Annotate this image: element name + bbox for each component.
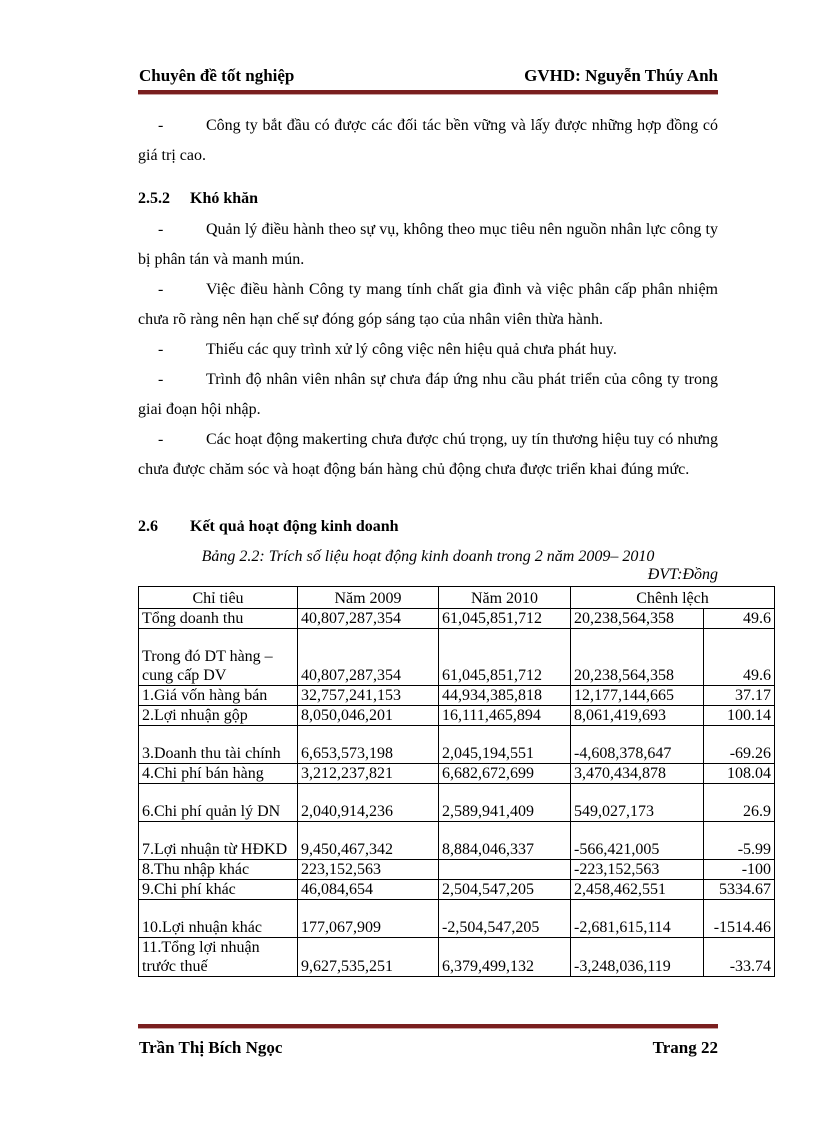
value-difference: -2,681,615,114 <box>571 900 704 938</box>
table-row <box>139 900 775 938</box>
value-2010: 61,045,851,712 <box>439 629 571 686</box>
value-2010: 61,045,851,712 <box>439 609 571 629</box>
section-number: 2.5.2 <box>138 190 170 207</box>
value-percent-change: 37.17 <box>704 686 775 706</box>
value-2010 <box>439 860 571 880</box>
intro-bullet <box>138 111 718 171</box>
value-2009: 3,212,237,821 <box>298 764 439 784</box>
value-difference: 12,177,144,665 <box>571 686 704 706</box>
row-label: 9.Chi phí khác <box>139 880 298 900</box>
table-caption: Bảng 2.2: Trích số liệu hoạt động kinh doanh trong 2 năm 2009– 2010 <box>201 548 655 565</box>
header-title: Chuyên đề tốt nghiệp <box>139 66 295 85</box>
difficulty-item <box>138 335 718 365</box>
footer-author: Trần Thị Bích Ngọc <box>139 1038 283 1057</box>
value-2010: -2,504,547,205 <box>439 900 571 938</box>
value-2009: 2,040,914,236 <box>298 784 439 822</box>
bullet-text: Trình độ nhân viên nhân sự chưa đáp ứng nhu cầu phát triển của công ty trong giai đoạn hội nhập. <box>138 371 718 418</box>
value-2009: 40,807,287,354 <box>298 629 439 686</box>
bullet-dash: - <box>158 341 164 358</box>
table-unit: ĐVT:Đồng <box>647 566 718 583</box>
table-header-row <box>139 587 775 609</box>
value-percent-change: -69.26 <box>704 726 775 764</box>
value-percent-change: 100.14 <box>704 706 775 726</box>
value-percent-change: 49.6 <box>704 629 775 686</box>
table-row <box>139 784 775 822</box>
section-heading-26 <box>138 518 399 536</box>
value-percent-change: 49.6 <box>704 609 775 629</box>
table-row <box>139 860 775 880</box>
bullet-dash: - <box>158 371 164 388</box>
row-label: Tổng doanh thu <box>139 609 298 629</box>
section-number: 2.6 <box>138 518 158 535</box>
column-header: Năm 2009 <box>298 587 439 609</box>
bullet-dash: - <box>158 221 164 238</box>
value-percent-change: 26.9 <box>704 784 775 822</box>
bullet-text: Thiếu các quy trình xử lý công việc nên hiệu quả chưa phát huy. <box>206 341 617 358</box>
value-2010: 2,504,547,205 <box>439 880 571 900</box>
bullet-text: Việc điều hành Công ty mang tính chất gia đình và việc phân cấp phân nhiệm chưa rõ ràng nên hạn chế sự đóng góp sáng tạo của nhân viên thừa hành. <box>138 281 718 328</box>
difficulty-item <box>138 215 718 275</box>
section-title: Khó khăn <box>190 190 259 207</box>
difficulty-item <box>138 275 718 335</box>
header-divider <box>138 90 718 95</box>
difficulty-item <box>138 425 718 485</box>
value-2010: 44,934,385,818 <box>439 686 571 706</box>
bullet-text: Công ty bắt đầu có được các đối tác bền vững và lấy được những hợp đồng có giá trị cao. <box>138 117 718 164</box>
column-header: Chênh lệch <box>571 587 775 609</box>
row-label: 11.Tổng lợi nhuận trước thuế <box>139 938 298 977</box>
value-percent-change: 5334.67 <box>704 880 775 900</box>
value-2009: 32,757,241,153 <box>298 686 439 706</box>
value-percent-change: -100 <box>704 860 775 880</box>
value-difference: 8,061,419,693 <box>571 706 704 726</box>
bullet-dash: - <box>158 281 164 298</box>
value-2010: 16,111,465,894 <box>439 706 571 726</box>
footer-page-number: Trang 22 <box>652 1038 718 1057</box>
value-difference: -223,152,563 <box>571 860 704 880</box>
row-label: 2.Lợi nhuận gộp <box>139 706 298 726</box>
table-row <box>139 880 775 900</box>
difficulty-item <box>138 365 718 425</box>
value-2009: 177,067,909 <box>298 900 439 938</box>
value-2009: 9,450,467,342 <box>298 822 439 860</box>
table-row <box>139 609 775 629</box>
row-label: 3.Doanh thu tài chính <box>139 726 298 764</box>
value-2010: 6,379,499,132 <box>439 938 571 977</box>
value-difference: -4,608,378,647 <box>571 726 704 764</box>
value-difference: -3,248,036,119 <box>571 938 704 977</box>
section-heading-252 <box>138 190 258 208</box>
row-label: 7.Lợi nhuận từ HĐKD <box>139 822 298 860</box>
table-row <box>139 938 775 977</box>
value-difference: 20,238,564,358 <box>571 629 704 686</box>
table-row <box>139 706 775 726</box>
row-label: 8.Thu nhập khác <box>139 860 298 880</box>
bullet-text: Các hoạt động makerting chưa được chú trọng, uy tín thương hiệu tuy có nhưng chưa được chăm sóc và hoạt động bán hàng chủ động chưa được triển khai đúng mức. <box>138 431 718 478</box>
section-title: Kết quả hoạt động kinh doanh <box>190 518 399 535</box>
value-2010: 2,589,941,409 <box>439 784 571 822</box>
value-percent-change: -33.74 <box>704 938 775 977</box>
value-2009: 223,152,563 <box>298 860 439 880</box>
bullet-text: Quản lý điều hành theo sự vụ, không theo mục tiêu nên nguồn nhân lực công ty bị phân tán và manh mún. <box>138 221 718 268</box>
header-supervisor: GVHD: Nguyễn Thúy Anh <box>524 66 718 85</box>
value-2009: 6,653,573,198 <box>298 726 439 764</box>
value-difference: 20,238,564,358 <box>571 609 704 629</box>
row-label: 4.Chi phí bán hàng <box>139 764 298 784</box>
row-label: 6.Chi phí quản lý DN <box>139 784 298 822</box>
footer-divider <box>138 1024 718 1029</box>
value-2010: 8,884,046,337 <box>439 822 571 860</box>
value-2010: 6,682,672,699 <box>439 764 571 784</box>
value-difference: 549,027,173 <box>571 784 704 822</box>
column-header: Chỉ tiêu <box>139 587 298 609</box>
table-row <box>139 629 775 686</box>
value-percent-change: 108.04 <box>704 764 775 784</box>
business-results-table <box>138 586 775 977</box>
value-difference: 2,458,462,551 <box>571 880 704 900</box>
value-2010: 2,045,194,551 <box>439 726 571 764</box>
row-label: 10.Lợi nhuận khác <box>139 900 298 938</box>
table-row <box>139 726 775 764</box>
value-difference: -566,421,005 <box>571 822 704 860</box>
value-percent-change: -1514.46 <box>704 900 775 938</box>
value-2009: 40,807,287,354 <box>298 609 439 629</box>
row-label: Trong đó DT hàng –cung cấp DV <box>139 629 298 686</box>
value-difference: 3,470,434,878 <box>571 764 704 784</box>
value-2009: 46,084,654 <box>298 880 439 900</box>
table-row <box>139 686 775 706</box>
row-label: 1.Giá vốn hàng bán <box>139 686 298 706</box>
value-2009: 8,050,046,201 <box>298 706 439 726</box>
column-header: Năm 2010 <box>439 587 571 609</box>
bullet-dash: - <box>158 431 164 448</box>
table-row <box>139 822 775 860</box>
table-row <box>139 764 775 784</box>
value-2009: 9,627,535,251 <box>298 938 439 977</box>
value-percent-change: -5.99 <box>704 822 775 860</box>
bullet-dash: - <box>158 117 164 134</box>
